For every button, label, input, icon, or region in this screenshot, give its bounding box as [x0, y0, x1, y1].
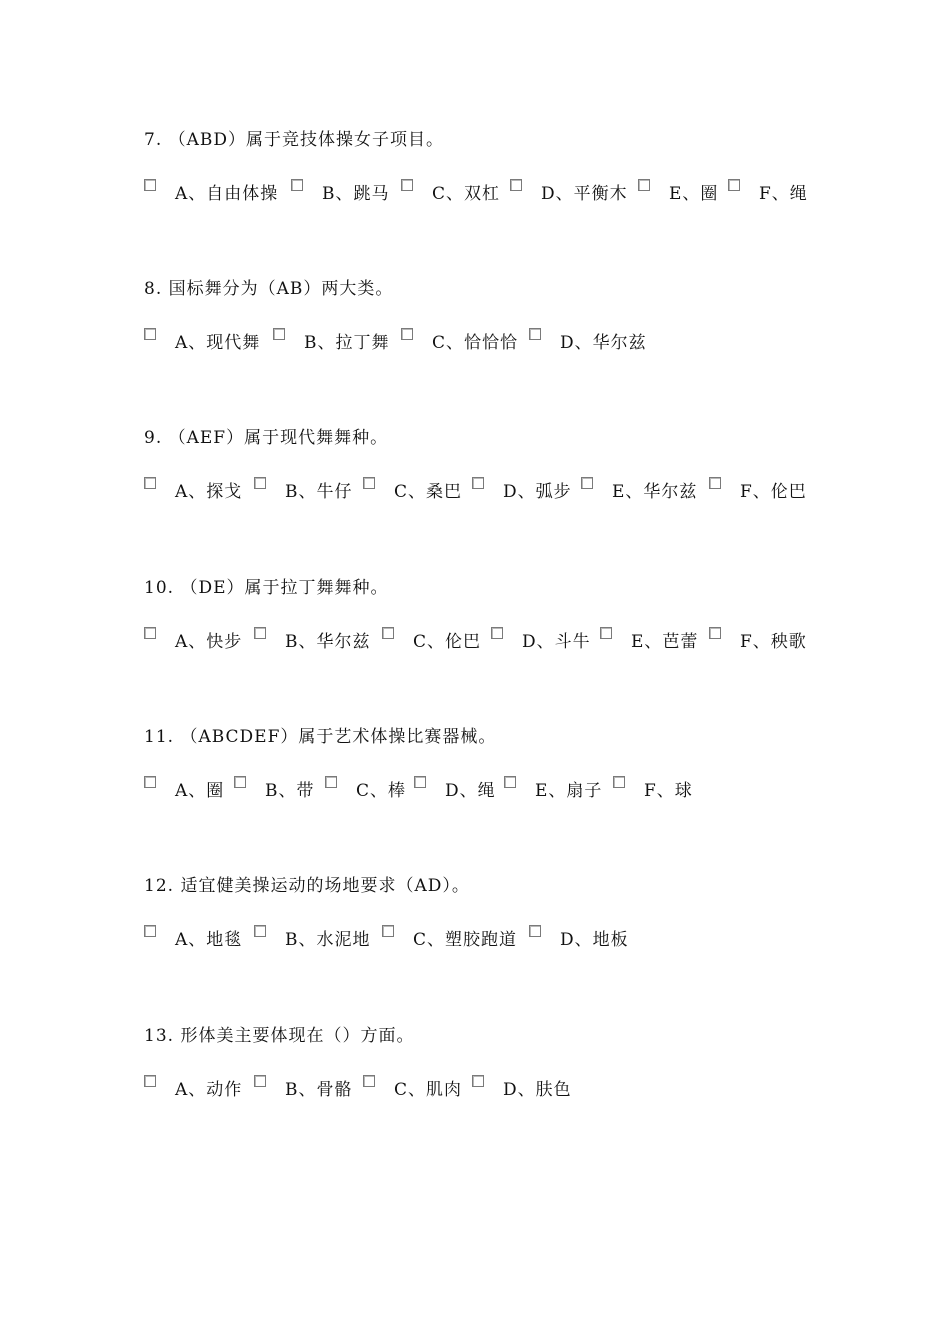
checkbox[interactable]	[273, 328, 285, 340]
option-label: A、圈	[175, 781, 225, 801]
checkbox[interactable]	[401, 328, 413, 340]
checkbox[interactable]	[254, 627, 266, 639]
option-label: F、秧歌	[740, 632, 807, 652]
checkbox[interactable]	[638, 179, 650, 191]
option-label: B、牛仔	[285, 482, 353, 502]
option-label: C、恰恰恰	[432, 333, 519, 353]
option-label: F、球	[644, 781, 693, 801]
option-label: B、拉丁舞	[304, 333, 390, 353]
checkbox[interactable]	[254, 1075, 266, 1087]
option-label: D、斗牛	[522, 632, 591, 652]
option-label: A、快步	[175, 632, 243, 652]
option-label: E、芭蕾	[631, 632, 699, 652]
question-8	[144, 279, 864, 356]
option-label: C、棒	[356, 781, 407, 801]
checkbox[interactable]	[491, 627, 503, 639]
option-row	[144, 925, 864, 953]
checkbox[interactable]	[144, 328, 156, 340]
checkbox[interactable]	[144, 477, 156, 489]
question-7	[144, 130, 864, 207]
question-13	[144, 1026, 864, 1103]
checkbox[interactable]	[504, 776, 516, 788]
option-label: B、骨骼	[285, 1080, 353, 1100]
option-label: C、肌肉	[394, 1080, 463, 1100]
checkbox[interactable]	[510, 179, 522, 191]
question-text: 13. 形体美主要体现在（）方面。	[144, 1026, 415, 1046]
option-row	[144, 328, 864, 356]
option-label: E、扇子	[535, 781, 603, 801]
checkbox[interactable]	[401, 179, 413, 191]
checkbox[interactable]	[254, 477, 266, 489]
option-label: B、带	[265, 781, 315, 801]
question-11	[144, 727, 864, 804]
checkbox[interactable]	[254, 925, 266, 937]
option-row	[144, 477, 864, 505]
checkbox[interactable]	[529, 328, 541, 340]
checkbox[interactable]	[382, 627, 394, 639]
checkbox[interactable]	[363, 477, 375, 489]
checkbox[interactable]	[144, 179, 156, 191]
checkbox[interactable]	[472, 477, 484, 489]
option-label: D、肤色	[503, 1080, 572, 1100]
option-label: A、地毯	[175, 930, 243, 950]
option-row	[144, 1075, 864, 1103]
checkbox[interactable]	[472, 1075, 484, 1087]
checkbox[interactable]	[144, 776, 156, 788]
checkbox[interactable]	[291, 179, 303, 191]
option-label: F、伦巴	[740, 482, 807, 502]
question-text: 7. （ABD）属于竞技体操女子项目。	[144, 130, 445, 150]
checkbox[interactable]	[382, 925, 394, 937]
question-10	[144, 578, 864, 655]
question-text: 12. 适宜健美操运动的场地要求（AD）。	[144, 876, 470, 896]
option-label: B、水泥地	[285, 930, 371, 950]
option-label: C、伦巴	[413, 632, 482, 652]
question-text: 10. （DE）属于拉丁舞舞种。	[144, 578, 389, 598]
option-label: D、弧步	[503, 482, 572, 502]
option-label: F、绳	[759, 184, 808, 204]
option-row	[144, 179, 864, 207]
option-label: C、桑巴	[394, 482, 463, 502]
question-text: 11. （ABCDEF）属于艺术体操比赛器械。	[144, 727, 497, 747]
checkbox[interactable]	[728, 179, 740, 191]
option-label: D、平衡木	[541, 184, 628, 204]
checkbox[interactable]	[363, 1075, 375, 1087]
question-text: 9. （AEF）属于现代舞舞种。	[144, 428, 389, 448]
checkbox[interactable]	[144, 925, 156, 937]
option-label: B、华尔兹	[285, 632, 371, 652]
option-label: E、圈	[669, 184, 719, 204]
checkbox[interactable]	[529, 925, 541, 937]
checkbox[interactable]	[613, 776, 625, 788]
option-label: D、绳	[445, 781, 496, 801]
checkbox[interactable]	[414, 776, 426, 788]
question-9	[144, 428, 864, 505]
checkbox[interactable]	[709, 477, 721, 489]
option-label: E、华尔兹	[612, 482, 698, 502]
option-row	[144, 776, 864, 804]
checkbox[interactable]	[144, 1075, 156, 1087]
option-label: A、动作	[175, 1080, 243, 1100]
question-text: 8. 国标舞分为（AB）两大类。	[144, 279, 394, 299]
option-label: D、华尔兹	[560, 333, 647, 353]
checkbox[interactable]	[600, 627, 612, 639]
checkbox[interactable]	[325, 776, 337, 788]
checkbox[interactable]	[581, 477, 593, 489]
option-label: A、探戈	[175, 482, 243, 502]
option-label: C、塑胶跑道	[413, 930, 518, 950]
option-label: A、现代舞	[175, 333, 261, 353]
checkbox[interactable]	[234, 776, 246, 788]
option-label: C、双杠	[432, 184, 501, 204]
option-label: A、自由体操	[175, 184, 279, 204]
checkbox[interactable]	[144, 627, 156, 639]
option-row	[144, 627, 864, 655]
question-12	[144, 876, 864, 953]
option-label: B、跳马	[322, 184, 390, 204]
option-label: D、地板	[560, 930, 629, 950]
checkbox[interactable]	[709, 627, 721, 639]
